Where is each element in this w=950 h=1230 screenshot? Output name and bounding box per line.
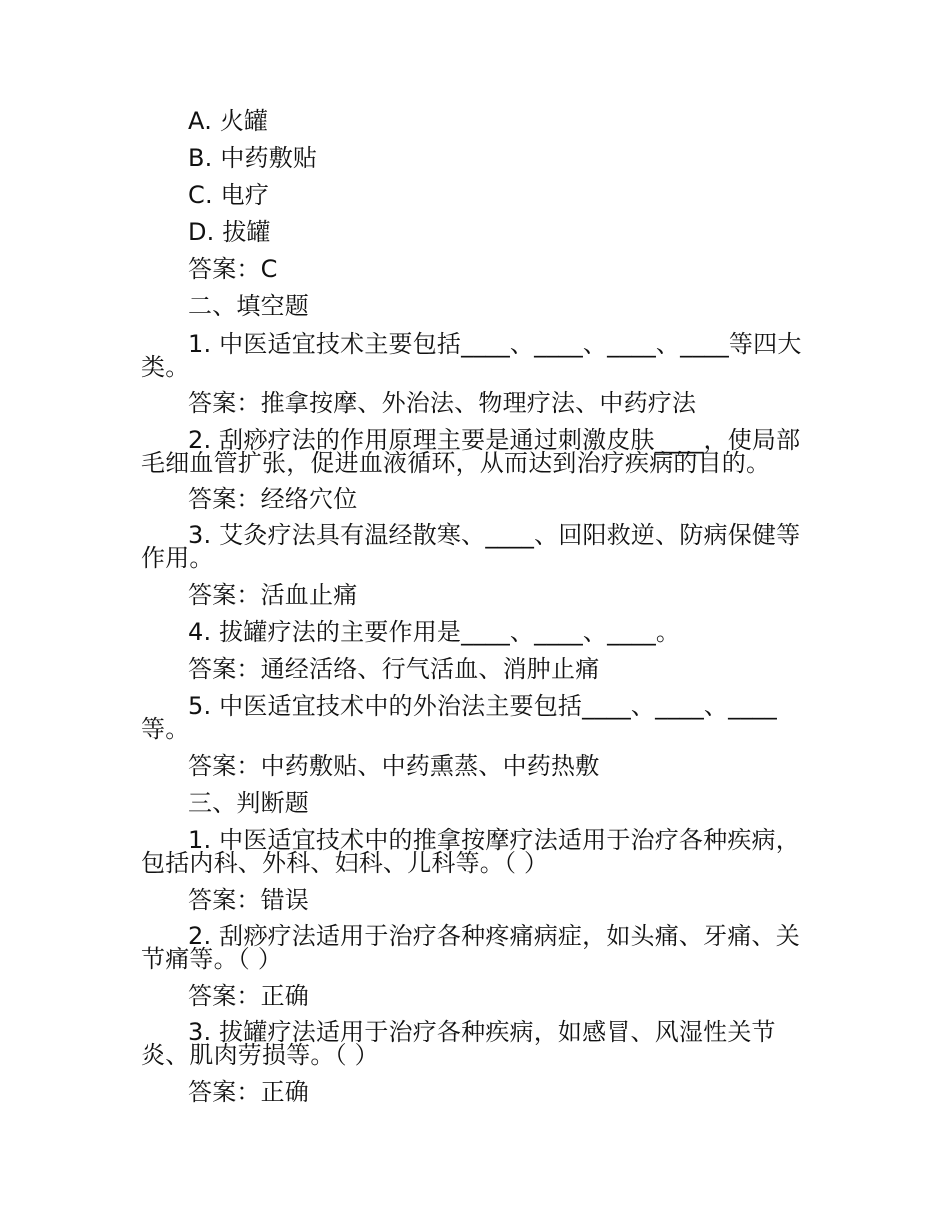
- fill-question-3-line2: 作用。: [141, 544, 214, 572]
- mc-option-a: A. 火罐: [188, 107, 269, 135]
- fill-question-4: 4. 拔罐疗法的主要作用是____、____、____。: [188, 618, 681, 646]
- fill-question-5-line2: 等。: [141, 715, 190, 743]
- judge-question-3-line2: 炎、肌肉劳损等。（ ）: [141, 1041, 379, 1069]
- judge-answer-2: 答案：正确: [188, 982, 309, 1010]
- section-title-true-false: 三、判断题: [188, 789, 309, 817]
- judge-question-2-line1: 2. 刮痧疗法适用于治疗各种疼痛病症，如头痛、牙痛、关: [188, 922, 800, 950]
- judge-answer-1: 答案：错误: [188, 886, 309, 914]
- mc-answer: 答案：C: [188, 255, 278, 283]
- fill-answer-2: 答案：经络穴位: [188, 485, 358, 513]
- judge-question-3-line1: 3. 拔罐疗法适用于治疗各种疾病，如感冒、风湿性关节: [188, 1018, 776, 1046]
- section-title-fill-in: 二、填空题: [188, 292, 309, 320]
- judge-answer-3: 答案：正确: [188, 1078, 309, 1106]
- fill-question-1-line1: 1. 中医适宜技术主要包括____、____、____、____等四大: [188, 330, 802, 358]
- fill-question-2-line2: 毛细血管扩张，促进血液循环，从而达到治疗疾病的目的。: [141, 449, 771, 477]
- fill-question-5-line1: 5. 中医适宜技术中的外治法主要包括____、____、____: [188, 692, 777, 720]
- fill-question-1-line2: 类。: [141, 353, 190, 381]
- fill-answer-3: 答案：活血止痛: [188, 581, 358, 609]
- mc-option-b: B. 中药敷贴: [188, 144, 318, 172]
- judge-question-1-line1: 1. 中医适宜技术中的推拿按摩疗法适用于治疗各种疾病，: [188, 826, 800, 854]
- fill-answer-4: 答案：通经活络、行气活血、消肿止痛: [188, 655, 600, 683]
- mc-option-d: D. 拔罐: [188, 218, 271, 246]
- fill-question-3-line1: 3. 艾灸疗法具有温经散寒、____、回阳救逆、防病保健等: [188, 521, 801, 549]
- judge-question-1-line2: 包括内科、外科、妇科、儿科等。（ ）: [141, 849, 549, 877]
- fill-question-2-line1: 2. 刮痧疗法的作用原理主要是通过刺激皮肤____，使局部: [188, 426, 801, 454]
- mc-option-c: C. 电疗: [188, 181, 270, 209]
- fill-answer-1: 答案：推拿按摩、外治法、物理疗法、中药疗法: [188, 389, 697, 417]
- judge-question-2-line2: 节痛等。（ ）: [141, 945, 283, 973]
- fill-answer-5: 答案：中药敷贴、中药熏蒸、中药热敷: [188, 752, 600, 780]
